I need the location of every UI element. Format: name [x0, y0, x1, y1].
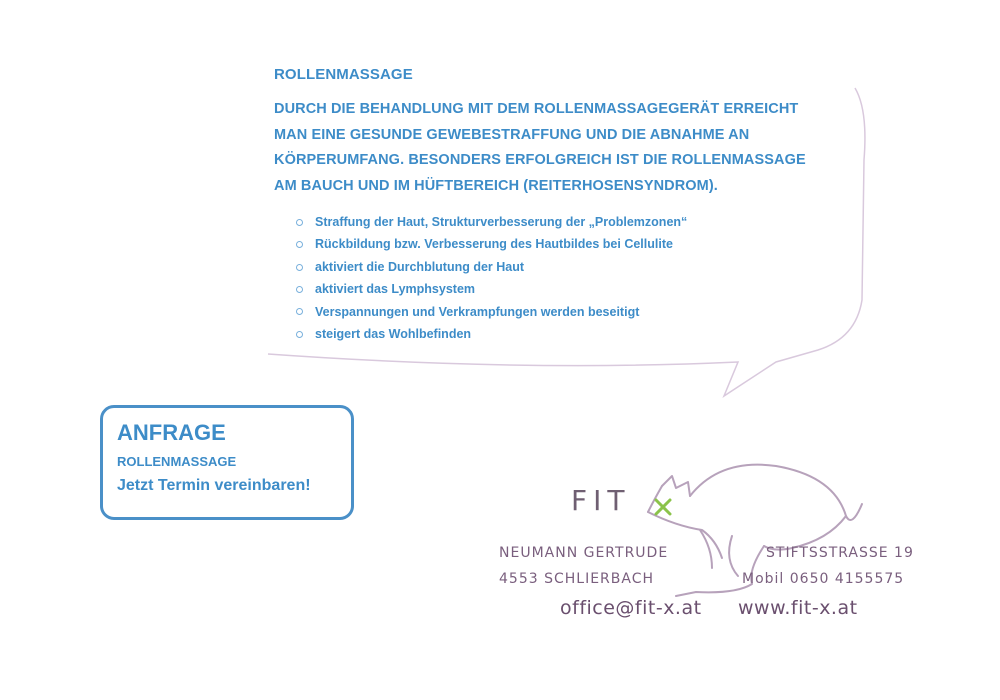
logo-text: FIT	[571, 484, 631, 517]
owner-name: NEUMANN GERTRUDE	[499, 545, 669, 561]
x-mark-icon	[656, 500, 670, 514]
mobile-number: Mobil 0650 4155575	[742, 571, 905, 587]
benefit-text: Rückbildung bzw. Verbesserung des Hautbildes bei Cellulite	[315, 237, 673, 252]
benefit-text: Straffung der Haut, Strukturverbesserung der „Problemzonen“	[315, 215, 688, 229]
street-address: STIFTSSTRASSE 19	[766, 545, 914, 561]
benefit-text: aktiviert das Lymphsystem	[315, 282, 476, 297]
email-link[interactable]: office@fit-x.at	[560, 597, 702, 619]
book-appointment-link[interactable]: Jetzt Termin vereinbaren!	[117, 477, 311, 494]
website-link[interactable]: www.fit-x.at	[738, 597, 858, 619]
info-heading: ROLLENMASSAGE	[274, 66, 413, 83]
benefit-text: steigert das Wohlbefinden	[315, 327, 472, 342]
request-title: ANFRAGE	[117, 420, 226, 445]
city-address: 4553 SCHLIERBACH	[499, 571, 655, 587]
benefit-text: Verspannungen und Verkrampfungen werden beseitigt	[315, 304, 640, 319]
request-subtitle: ROLLENMASSAGE	[117, 454, 237, 469]
benefit-text: aktiviert die Durchblutung der Haut	[315, 259, 525, 274]
info-intro: DURCH DIE BEHANDLUNG MIT DEM ROLLENMASSAGEGERÄT ERREICHT MAN EINE GESUNDE GEWEBESTRAFFUNG UND DIE ABNAHME AN KÖRPERUMFANG. BESONDERS ERFOLGREICH IST DIE ROLLENMASSAGE AM BAUCH UND IM HÜFTBEREICH (REITERHOSENSYNDROM).	[274, 101, 806, 194]
